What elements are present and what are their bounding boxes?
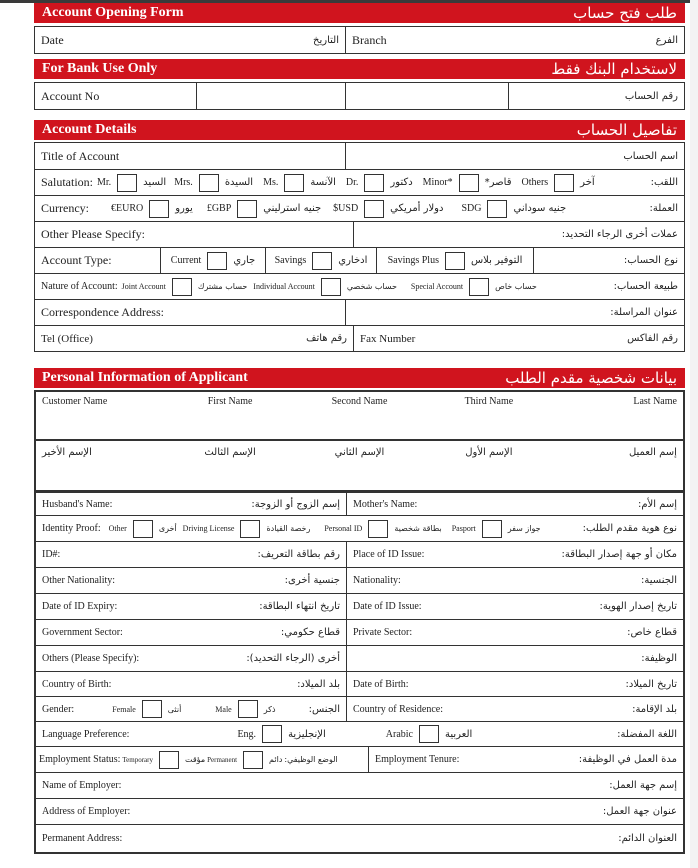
husband-label-ar: إسم الزوج أو الزوجة: <box>251 498 340 510</box>
job-field[interactable] <box>347 646 683 671</box>
customer-name-field-ar[interactable] <box>554 441 683 458</box>
salutation-mrs-checkbox[interactable] <box>199 174 219 192</box>
currency-sdg-checkbox[interactable] <box>487 200 507 218</box>
nature-label-ar: طبيعة الحساب: <box>613 281 678 292</box>
section-header-account-details <box>34 120 685 140</box>
option-label-ar: دولار أمريكي <box>390 203 444 214</box>
option-label-ar: ادخاري <box>338 255 368 266</box>
option-label-ar: حساب شخصي <box>346 282 397 291</box>
id-number-field[interactable] <box>36 542 347 567</box>
salutation-others-checkbox[interactable] <box>554 174 574 192</box>
option-label: Special Account <box>410 282 464 291</box>
option-label: Others <box>521 177 549 188</box>
gender-row <box>36 697 347 721</box>
place-issue-label-ar: مكان أو جهة إصدار البطاقة: <box>561 549 677 560</box>
id-label-ar: رقم بطاقة التعريف: <box>257 549 340 560</box>
branch-label: Branch <box>352 32 387 47</box>
currency-label-ar: العملة: <box>649 203 678 214</box>
fax-label-ar: رقم الفاكس <box>627 333 678 344</box>
option-label: Arabic <box>385 728 413 740</box>
option-label-ar: بطاقة شخصية <box>394 524 442 533</box>
employer-address-label: Address of Employer: <box>42 806 131 817</box>
dob-label-ar: تاريخ الميلاد: <box>625 678 677 690</box>
section-header-bank-use <box>34 59 685 79</box>
currency-usd-checkbox[interactable] <box>364 200 384 218</box>
option-label-ar: ذكر <box>263 704 276 714</box>
option-label-ar: الآنسة <box>310 177 336 188</box>
date-of-birth-field[interactable] <box>347 672 683 696</box>
gender-male-checkbox[interactable] <box>238 700 258 718</box>
tenure-label: Employment Tenure: <box>375 754 460 765</box>
husband-name-field[interactable] <box>36 493 347 515</box>
name-label-ar: الإسم الثالث <box>204 447 256 458</box>
identity-proof-row <box>36 516 683 542</box>
salutation-ms-checkbox[interactable] <box>284 174 304 192</box>
option-label-ar: دكتور <box>390 177 413 188</box>
first-name-field[interactable] <box>165 392 294 407</box>
language-label: Language Preference: <box>42 728 130 740</box>
option-label: Temporary <box>122 755 153 764</box>
account-type-label: Account Type: <box>41 253 112 267</box>
permanent-address-field[interactable] <box>36 825 683 852</box>
option-label-ar: يورو <box>175 203 193 214</box>
third-name-field[interactable] <box>424 392 553 407</box>
employer-name-field[interactable] <box>36 773 683 798</box>
residence-label: Country of Residence: <box>353 703 443 715</box>
date-branch-row <box>34 26 685 54</box>
option-label: Joint Account <box>121 282 166 291</box>
employment-temporary-checkbox[interactable] <box>159 751 179 769</box>
language-english-checkbox[interactable] <box>262 725 282 743</box>
name-label-ar: الإسم الأول <box>465 447 513 458</box>
currency-label: Currency: <box>41 201 89 215</box>
currency-gbp-checkbox[interactable] <box>237 200 257 218</box>
option-label: Dr. <box>345 177 359 188</box>
salutation-label-ar: اللقب: <box>650 177 678 188</box>
branch-field[interactable] <box>346 27 684 53</box>
customer-name-row-en <box>36 392 683 441</box>
private-sector-field[interactable] <box>347 620 683 645</box>
nationality-label-ar: الجنسية: <box>641 575 677 586</box>
language-label-ar: اللغة المفضلة: <box>617 728 677 740</box>
birth-country-label: Country of Birth: <box>42 678 112 690</box>
gender-label-ar: الجنس: <box>308 703 340 715</box>
account-type-row <box>35 248 684 274</box>
other-nationality-label: Other Nationality: <box>42 575 116 586</box>
language-row <box>36 722 683 747</box>
id-issue-date-field[interactable] <box>347 594 683 619</box>
account-no-input-2[interactable] <box>346 83 509 109</box>
others-label: Others (Please Specify): <box>42 653 140 664</box>
option-label: Individual Account <box>253 282 315 291</box>
first-name-field-ar[interactable] <box>424 441 553 458</box>
expiry-label: Date of ID Expiry: <box>42 601 118 612</box>
name-label: Second Name <box>331 396 388 407</box>
last-name-field-ar[interactable] <box>36 441 165 458</box>
nature-joint-checkbox[interactable] <box>172 278 192 296</box>
account-no-label-cell <box>35 83 197 109</box>
section-title-en: Personal Information of Applicant <box>42 370 248 385</box>
title-of-account-field-ar[interactable] <box>346 143 684 169</box>
option-label: Current <box>170 255 202 266</box>
nature-special-checkbox[interactable] <box>469 278 489 296</box>
option-label: SDG <box>461 203 482 214</box>
permanent-address-label-ar: العنوان الدائم: <box>618 833 677 844</box>
correspondence-address-field-ar[interactable] <box>346 300 684 325</box>
nature-label: Nature of Account: <box>41 281 118 292</box>
option-label-ar: العربية <box>445 728 473 740</box>
employment-status-row <box>36 747 369 772</box>
section-title-ar: بيانات شخصية مقدم الطلب <box>505 369 677 387</box>
currency-euro-checkbox[interactable] <box>149 200 169 218</box>
name-label-ar: الإسم الثاني <box>334 447 385 458</box>
employment-permanent-checkbox[interactable] <box>243 751 263 769</box>
id-label: ID#: <box>42 549 61 560</box>
option-label: Mrs. <box>174 177 193 188</box>
customer-name-field[interactable] <box>36 392 165 407</box>
other-currency-field[interactable] <box>35 222 354 247</box>
others-specify-field[interactable] <box>36 646 347 671</box>
correspondence-label: Correspondence Address: <box>41 305 164 319</box>
section-header-account-opening <box>34 3 685 23</box>
second-name-field[interactable] <box>295 392 424 407</box>
gov-label-ar: قطاع حكومي: <box>280 627 340 638</box>
branch-label-ar: الفرع <box>655 34 678 46</box>
account-type-label-ar: نوع الحساب: <box>623 255 678 266</box>
option-label-ar: مؤقت <box>185 755 206 764</box>
option-label: Eng. <box>237 728 257 740</box>
country-of-residence-field[interactable] <box>347 697 683 721</box>
gender-female-checkbox[interactable] <box>142 700 162 718</box>
identity-label: Identity Proof: <box>42 523 101 534</box>
correspondence-address-field[interactable] <box>35 300 346 325</box>
other-nationality-field[interactable] <box>36 568 347 593</box>
nationality-label: Nationality: <box>353 575 401 586</box>
option-label-ar: جنيه سوداني <box>513 203 567 214</box>
identity-driving-license-checkbox[interactable] <box>240 520 260 538</box>
country-of-birth-field[interactable] <box>36 672 347 696</box>
private-label: Private Sector: <box>353 627 413 638</box>
last-name-field[interactable] <box>554 392 683 407</box>
option-label-ar: جاري <box>233 255 256 266</box>
option-label-ar: الإنجليزية <box>288 728 326 740</box>
section-title-ar: تفاصيل الحساب <box>576 121 677 139</box>
option-label-ar: السيد <box>143 177 167 188</box>
id-expiry-field[interactable] <box>36 594 347 619</box>
other-currency-label: Other Please Specify: <box>41 227 145 241</box>
second-name-field-ar[interactable] <box>295 441 424 458</box>
permanent-address-label: Permanent Address: <box>42 833 123 844</box>
residence-label-ar: بلد الإقامة: <box>632 703 677 715</box>
account-type-savings-plus-checkbox[interactable] <box>445 252 465 270</box>
account-type-savings-checkbox[interactable] <box>312 252 332 270</box>
date-field[interactable] <box>35 27 346 53</box>
salutation-label: Salutation: <box>41 175 93 189</box>
employment-label-ar: الوضع الوظيفي: <box>284 755 338 764</box>
option-label: Other <box>108 524 127 533</box>
name-label-ar: الإسم الأخير <box>42 447 92 458</box>
title-of-account-field[interactable] <box>35 143 346 169</box>
option-label-ar: السيدة <box>224 177 254 188</box>
customer-name-row-ar <box>36 441 683 491</box>
date-label-ar: التاريخ <box>313 34 339 46</box>
account-no-input[interactable] <box>197 83 346 109</box>
employer-label: Name of Employer: <box>42 780 122 791</box>
gender-label: Gender: <box>42 703 75 715</box>
name-label: First Name <box>207 396 253 407</box>
section-title-en: For Bank Use Only <box>42 61 158 76</box>
salutation-row <box>35 170 684 196</box>
name-label: Customer Name <box>42 396 108 407</box>
salutation-minor-checkbox[interactable] <box>459 174 479 192</box>
name-label-ar: إسم العميل <box>628 447 677 458</box>
employment-label: Employment Status: <box>39 754 121 765</box>
employer-address-field[interactable] <box>36 799 683 824</box>
third-name-field-ar[interactable] <box>165 441 294 458</box>
employment-tenure-field[interactable] <box>369 747 683 772</box>
other-currency-label-ar: عملات أخرى الرجاء التحديد: <box>561 229 678 240</box>
private-label-ar: قطاع خاص: <box>627 627 677 638</box>
husband-label: Husband's Name: <box>42 498 113 510</box>
option-label: Savings Plus <box>387 255 439 266</box>
language-arabic-checkbox[interactable] <box>419 725 439 743</box>
date-label: Date <box>41 32 64 47</box>
mother-name-field[interactable] <box>347 493 683 515</box>
option-label-ar: جنيه استرليني <box>263 203 322 214</box>
fax-label: Fax Number <box>360 332 416 345</box>
option-label: Savings <box>274 255 307 266</box>
title-of-account-label-ar: اسم الحساب <box>623 150 678 162</box>
name-label: Third Name <box>464 396 514 407</box>
issue-date-label: Date of ID Issue: <box>353 601 422 612</box>
place-of-issue-field[interactable] <box>347 542 683 567</box>
account-no-label-ar-cell <box>509 83 684 109</box>
account-no-label-ar: رقم الحساب <box>624 90 678 102</box>
option-label: Personal ID <box>324 524 363 533</box>
issue-date-label-ar: تاريخ إصدار الهوية: <box>599 601 677 612</box>
section-title-ar: لاستخدام البنك فقط <box>551 60 677 78</box>
salutation-mr-checkbox[interactable] <box>117 174 137 192</box>
option-label: Ms. <box>263 177 279 188</box>
option-label-ar: قاصر* <box>484 177 512 188</box>
expiry-label-ar: تاريخ انتهاء البطاقة: <box>259 601 340 612</box>
option-label: €EURO <box>110 203 144 214</box>
nationality-field[interactable] <box>347 568 683 593</box>
tel-office-field[interactable] <box>35 326 354 351</box>
identity-personal-id-checkbox[interactable] <box>368 520 388 538</box>
option-label: Mr. <box>97 177 112 188</box>
option-label-ar: حساب مشترك <box>197 282 248 291</box>
title-of-account-label: Title of Account <box>41 148 120 163</box>
employer-address-label-ar: عنوان جهة العمل: <box>602 806 677 817</box>
account-no-label: Account No <box>41 88 100 103</box>
employer-label-ar: إسم جهة العمل: <box>609 780 677 791</box>
mother-label-ar: إسم الأم: <box>637 498 677 510</box>
identity-passport-checkbox[interactable] <box>482 520 502 538</box>
other-currency-field-ar[interactable] <box>354 222 684 247</box>
section-title-ar: طلب فتح حساب <box>573 4 677 22</box>
birth-country-label-ar: بلد الميلاد: <box>297 678 340 690</box>
option-label-ar: أنثى <box>167 704 182 714</box>
nature-of-account-row <box>35 274 684 300</box>
option-label-ar: دائم <box>269 755 283 764</box>
government-sector-field[interactable] <box>36 620 347 645</box>
mother-label: Mother's Name: <box>353 498 418 510</box>
personal-info-table <box>34 390 685 854</box>
others-label-ar: أخرى (الرجاء التحديد): <box>246 653 340 664</box>
gov-label: Government Sector: <box>42 627 123 638</box>
section-title-en: Account Opening Form <box>42 5 184 20</box>
option-label: $USD <box>333 203 359 214</box>
option-label: £GBP <box>206 203 232 214</box>
section-title-en: Account Details <box>42 122 137 137</box>
currency-row <box>35 196 684 222</box>
option-label-ar: التوفير بلاس <box>470 255 523 266</box>
option-label-ar: جواز سفر <box>507 524 541 533</box>
option-label: Female <box>112 704 136 714</box>
tel-label-ar: رقم هاتف <box>306 333 347 344</box>
option-label: Permanent <box>207 755 238 764</box>
identity-other-checkbox[interactable] <box>133 520 153 538</box>
account-no-row <box>34 82 685 110</box>
job-label-ar: الوظيفة: <box>641 653 677 664</box>
correspondence-label-ar: عنوان المراسلة: <box>610 307 678 318</box>
other-nationality-label-ar: جنسية أخرى: <box>284 575 340 586</box>
salutation-dr-checkbox[interactable] <box>364 174 384 192</box>
option-label-ar: آخر <box>580 177 595 188</box>
section-header-personal-info <box>34 368 685 388</box>
option-label: Driving License <box>182 524 235 533</box>
name-label: Last Name <box>633 396 677 407</box>
account-details-table <box>34 142 685 352</box>
scrollbar-track[interactable] <box>690 0 698 868</box>
identity-label-ar: نوع هوية مقدم الطلب: <box>582 523 677 534</box>
account-type-current-checkbox[interactable] <box>207 252 227 270</box>
nature-individual-checkbox[interactable] <box>321 278 341 296</box>
tel-label: Tel (Office) <box>41 332 93 345</box>
option-label: Pasport <box>451 524 476 533</box>
dob-label: Date of Birth: <box>353 678 409 690</box>
option-label: Male <box>215 704 232 714</box>
option-label-ar: رخصة القيادة <box>266 524 311 533</box>
option-label: Minor* <box>422 177 453 188</box>
fax-field[interactable] <box>354 326 684 351</box>
tenure-label-ar: مدة العمل في الوظيفة: <box>578 754 677 765</box>
place-issue-label: Place of ID Issue: <box>353 549 425 560</box>
option-label-ar: أخرى <box>158 524 177 533</box>
option-label-ar: حساب خاص <box>495 282 537 291</box>
